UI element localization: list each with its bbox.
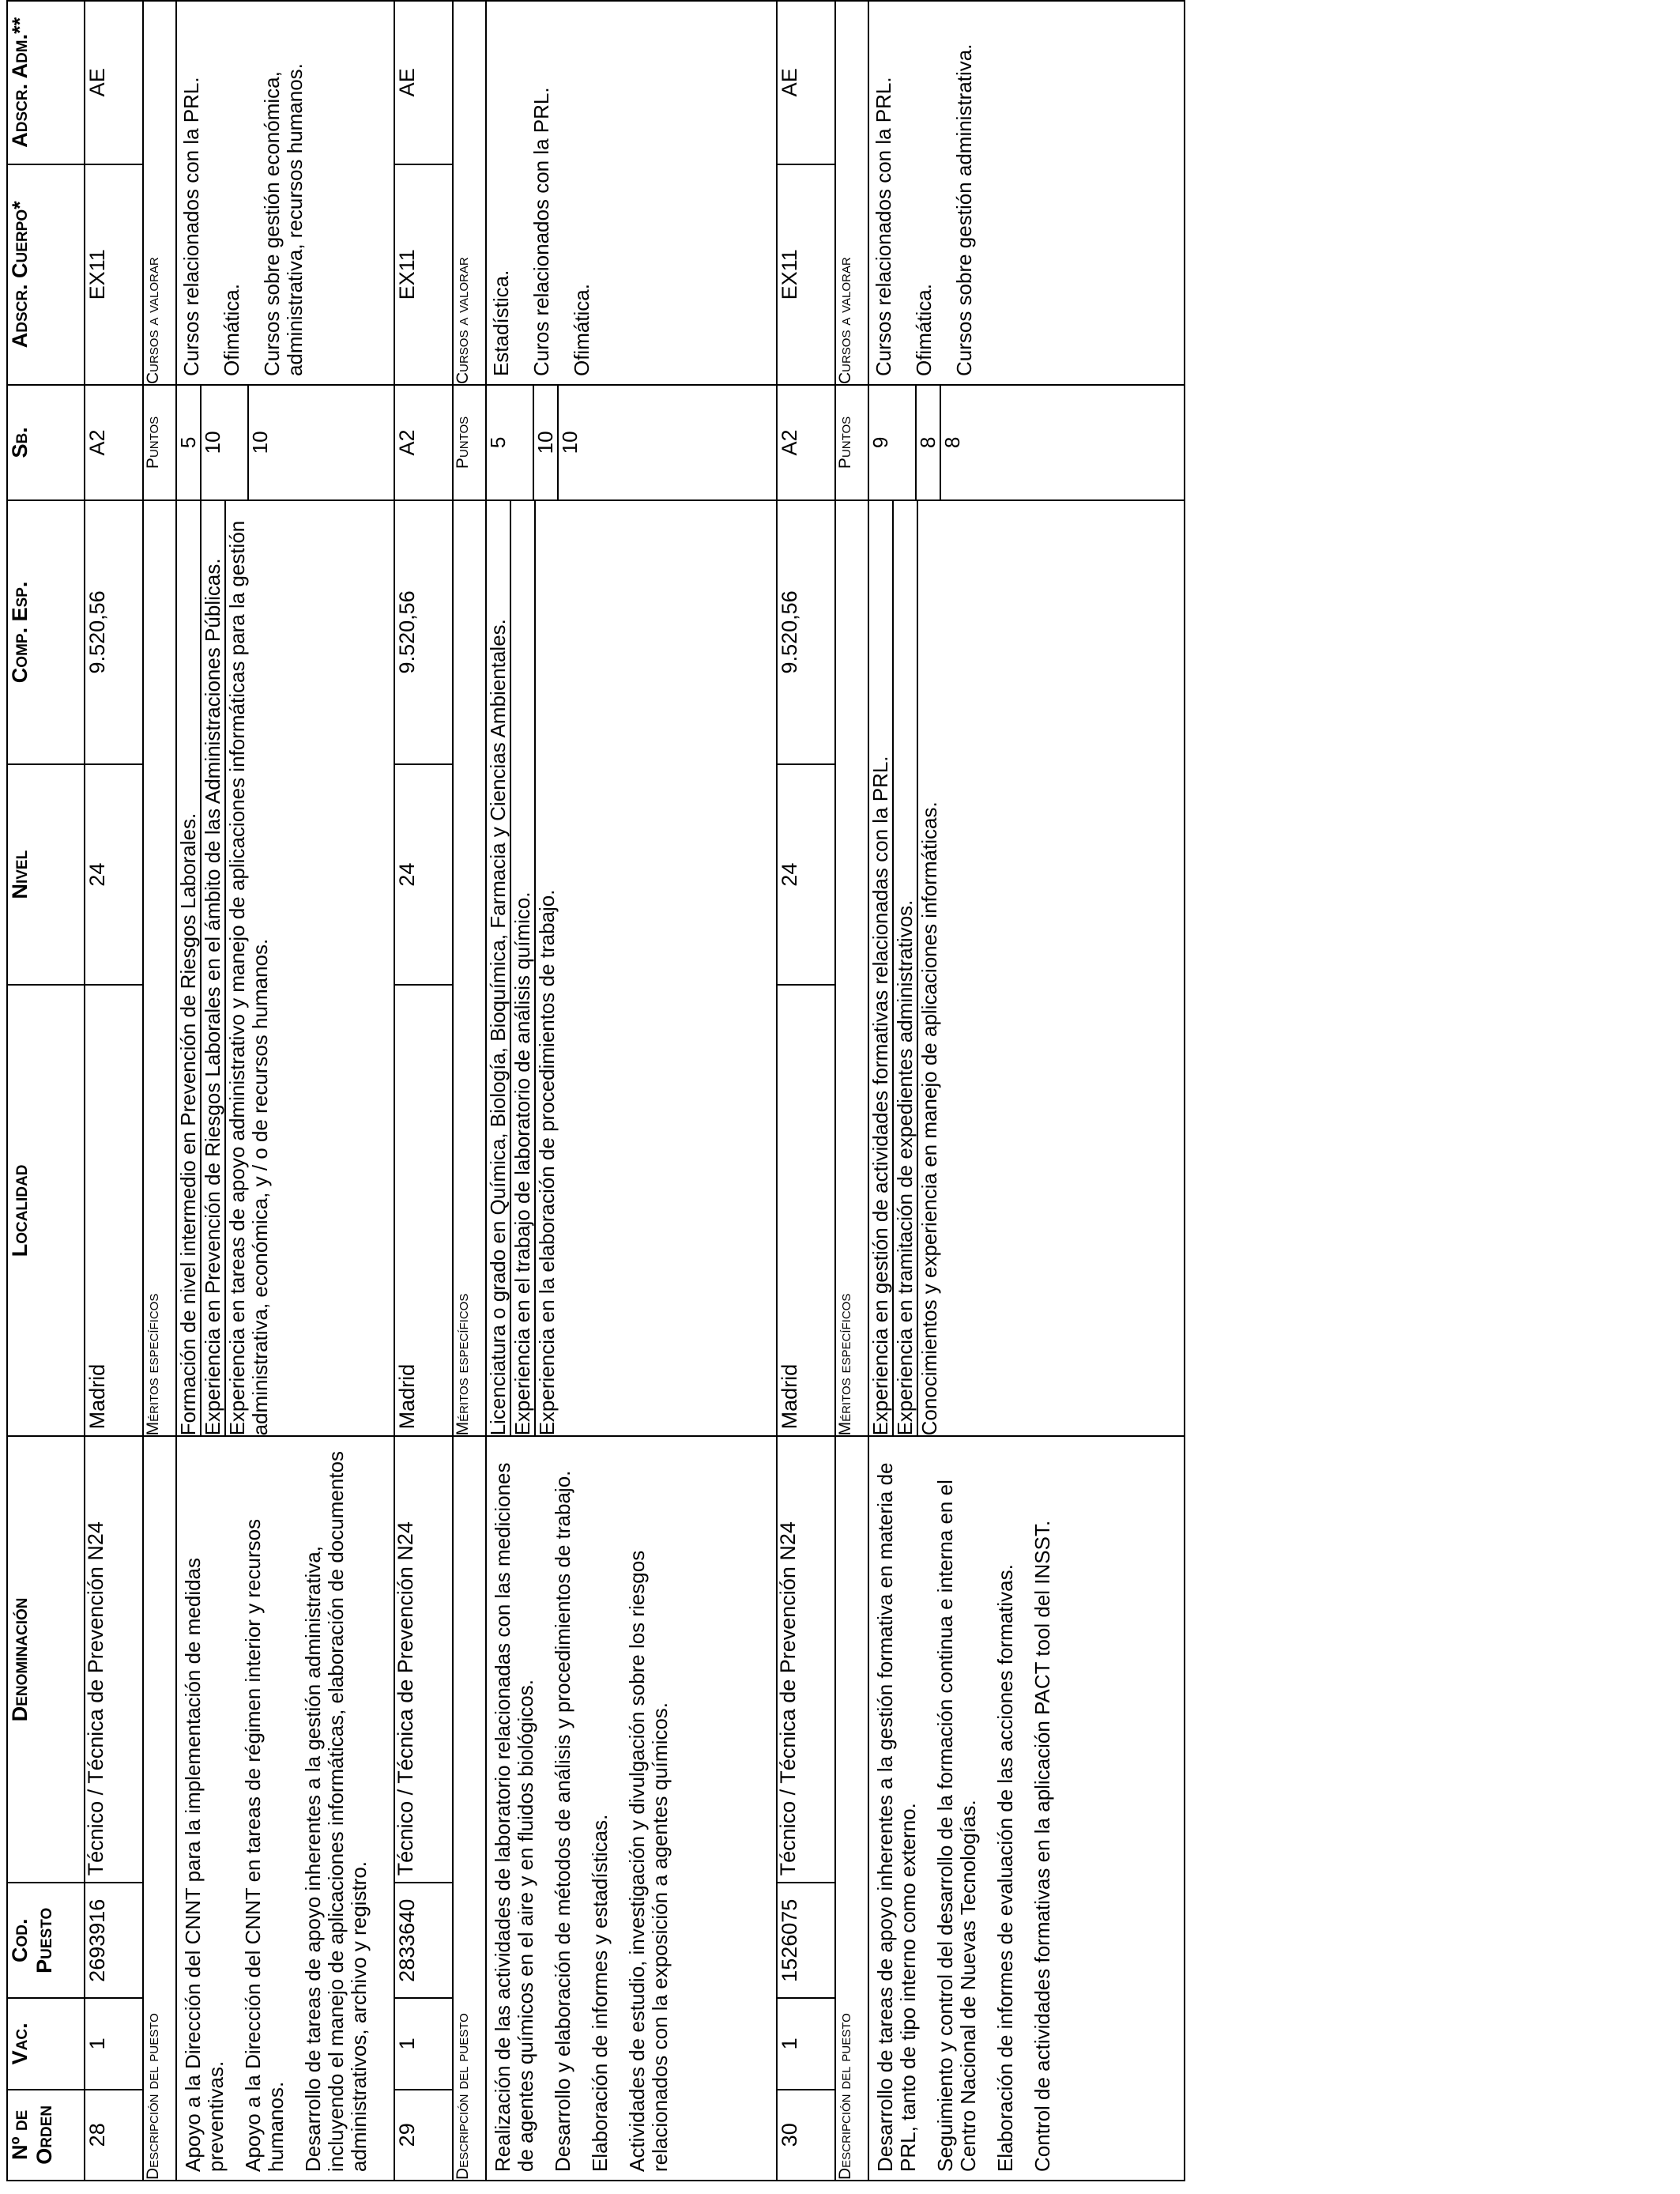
header-row (7, 1, 85, 2181)
merito-puntos: 8 (916, 386, 940, 499)
merito-puntos: 10 (558, 431, 582, 454)
label-puntos: Puntos (835, 385, 868, 500)
entry-localidad: Madrid (394, 985, 453, 1436)
entry-adm: AE (777, 1, 835, 164)
label-puntos: Puntos (453, 385, 486, 500)
section-label-row (835, 1, 868, 2181)
entry-denominacion: Técnico / Técnica de Prevención N24 (777, 1436, 835, 1883)
descripcion-cell (176, 1436, 394, 2181)
entry-cuerpo: EX11 (394, 164, 453, 385)
merito-item: Experiencia en tareas de apoyo administrativo y manejo de aplicaciones informáticas para la gestión administrativa, económica, y / o de recursos humanos. (225, 520, 272, 1436)
entry-cod: 2693916 (85, 1883, 143, 1998)
entry-sb: A2 (394, 385, 453, 500)
curso-item: Ofimática. (220, 284, 243, 377)
entry-nivel: 24 (394, 764, 453, 985)
merito-item: Experiencia en gestión de actividades formativas relacionadas con la PRL. (869, 501, 893, 1436)
descripcion-cell (486, 1436, 777, 2181)
merito-item: Experiencia en la elaboración de procedimientos de trabajo. (535, 889, 559, 1436)
entry-nivel: 24 (85, 764, 143, 985)
entry-comp: 9.520,56 (777, 500, 835, 764)
section-label-row (453, 1, 486, 2181)
merito-puntos: 9 (869, 386, 916, 499)
merito-puntos: 10 (533, 386, 558, 499)
entry-denominacion: Técnico / Técnica de Prevención N24 (85, 1436, 143, 1883)
curso-item: Curos relacionados con la PRL. (529, 87, 553, 377)
merito-item: Conocimientos y experiencia en manejo de aplicaciones informáticas. (917, 801, 941, 1436)
cursos-cell (868, 1, 1185, 385)
label-cursos: Cursos a valorar (453, 1, 486, 385)
curso-item: Ofimática. (570, 284, 593, 377)
descripcion-item: Apoyo a la Dirección del CNNT para la implementación de medidas preventivas. (181, 1557, 228, 2172)
label-meritos: Méritos específicos (143, 500, 176, 1437)
label-puntos: Puntos (143, 385, 176, 500)
curso-item: Ofimática. (912, 284, 936, 377)
entry-details (176, 1, 394, 2181)
header-nivel: Nivel (7, 764, 85, 985)
entry-vac: 1 (85, 1998, 143, 2089)
descripcion-item: Apoyo a la Dirección del CNNT en tareas de régimen interior y recursos humanos. (241, 1518, 288, 2172)
curso-item: Cursos sobre gestión económica, administrativa, recursos humanos. (260, 63, 307, 377)
header-denominacion: Denominación (7, 1436, 85, 1883)
entry-denominacion: Técnico / Técnica de Prevención N24 (394, 1436, 453, 1883)
entry-comp: 9.520,56 (394, 500, 453, 764)
entry-orden: 30 (777, 2090, 835, 2181)
entry-cod: 2833640 (394, 1883, 453, 1998)
merito-puntos: 5 (487, 386, 533, 499)
label-descripcion: Descripción del puesto (453, 1436, 486, 2181)
descripcion-item: Realización de las actividades de laboratorio relacionadas con las mediciones de agentes químicos en el aire y en fluidos biológicos. (491, 1462, 537, 2172)
merito-item: Formación de nivel intermedio en Prevención de Riesgos Laborales. (177, 501, 201, 1436)
merito-puntos: 10 (201, 386, 248, 499)
entry-details (868, 1, 1185, 2181)
label-meritos: Méritos específicos (835, 500, 868, 1437)
entry-sb: A2 (85, 385, 143, 500)
curso-item: Cursos relacionados con la PRL. (179, 77, 203, 377)
entry-localidad: Madrid (85, 985, 143, 1436)
entry-row (85, 1, 143, 2181)
header-vac: Vac. (7, 1998, 85, 2089)
merito-puntos: 8 (940, 436, 964, 449)
descripcion-item: Actividades de estudio, investigación y divulgación sobre los riesgos relacionados con la exposición a agentes químicos. (625, 1550, 672, 2172)
entry-row (777, 1, 835, 2181)
entry-adm: AE (85, 1, 143, 164)
header-comp-esp: Comp. Esp. (7, 500, 85, 764)
entry-localidad: Madrid (777, 985, 835, 1436)
merito-item: Licenciatura o grado en Química, Biología, Bioquímica, Farmacia y Ciencias Ambientales. (487, 501, 510, 1436)
label-descripcion: Descripción del puesto (143, 1436, 176, 2181)
descripcion-item: Control de actividades formativas en la aplicación PACT tool del INSST. (1030, 1520, 1054, 2172)
header-adscr-cuerpo: Adscr. Cuerpo* (7, 164, 85, 385)
cursos-cell (176, 1, 394, 385)
header-sb: Sb. (7, 385, 85, 500)
meritos-cell (176, 500, 394, 1437)
header-orden: Nº de Orden (7, 2090, 85, 2181)
label-cursos: Cursos a valorar (835, 1, 868, 385)
section-label-row (143, 1, 176, 2181)
descripcion-item: Desarrollo y elaboración de métodos de análisis y procedimientos de trabajo. (551, 1470, 574, 2172)
merito-item: Experiencia en tramitación de expedientes administrativos. (893, 501, 917, 1436)
merito-item: Experiencia en el trabajo de laboratorio de análisis químico. (510, 501, 535, 1436)
entry-orden: 28 (85, 2090, 143, 2181)
entry-cod: 1526075 (777, 1883, 835, 1998)
merito-puntos: 5 (177, 386, 201, 499)
descripcion-item: Elaboración de informes de evaluación de las acciones formativas. (993, 1564, 1017, 2172)
meritos-cell (486, 500, 777, 1437)
label-cursos: Cursos a valorar (143, 1, 176, 385)
merito-puntos: 10 (248, 431, 272, 454)
entry-adm: AE (394, 1, 453, 164)
descripcion-item: Desarrollo de tareas de apoyo inherentes a la gestión formativa en materia de PRL, tanto de tipo interno como externo. (873, 1462, 920, 2172)
label-meritos: Méritos específicos (453, 500, 486, 1437)
descripcion-item: Seguimiento y control del desarrollo de la formación continua e interna en el Centro Nacional de Nuevas Tecnologías. (933, 1480, 980, 2172)
entry-nivel: 24 (777, 764, 835, 985)
header-localidad: Localidad (7, 985, 85, 1436)
descripcion-item: Elaboración de informes y estadísticas. (588, 1814, 612, 2172)
entry-details (486, 1, 777, 2181)
cursos-cell (486, 1, 777, 385)
entry-cuerpo: EX11 (777, 164, 835, 385)
puntos-cell (868, 385, 1185, 500)
header-adscr-adm: Adscr. Adm.** (7, 1, 85, 164)
puntos-cell (176, 385, 394, 500)
descripcion-item: Desarrollo de tareas de apoyo inherentes a la gestión administrativa, incluyendo el manejo de aplicaciones informáticas, elaboración de documentos administrativos, archivo y registro. (301, 1451, 371, 2172)
entry-comp: 9.520,56 (85, 500, 143, 764)
entry-orden: 29 (394, 2090, 453, 2181)
rotated-page (6, 0, 1192, 2181)
header-cod-puesto: Cod. Puesto (7, 1883, 85, 1998)
entry-sb: A2 (777, 385, 835, 500)
curso-item: Cursos sobre gestión administrativa. (952, 43, 976, 377)
meritos-cell (868, 500, 1185, 1437)
curso-item: Estadística. (489, 270, 513, 377)
label-descripcion: Descripción del puesto (835, 1436, 868, 2181)
curso-item: Cursos relacionados con la PRL. (872, 77, 895, 377)
entry-vac: 1 (394, 1998, 453, 2089)
entry-row (394, 1, 453, 2181)
merito-item: Experiencia en Prevención de Riesgos Laborales en el ámbito de las Administraciones Públicas. (201, 501, 225, 1436)
vacancy-table (6, 0, 1185, 2181)
descripcion-cell (868, 1436, 1185, 2181)
puntos-cell (486, 385, 777, 500)
entry-cuerpo: EX11 (85, 164, 143, 385)
entry-vac: 1 (777, 1998, 835, 2089)
